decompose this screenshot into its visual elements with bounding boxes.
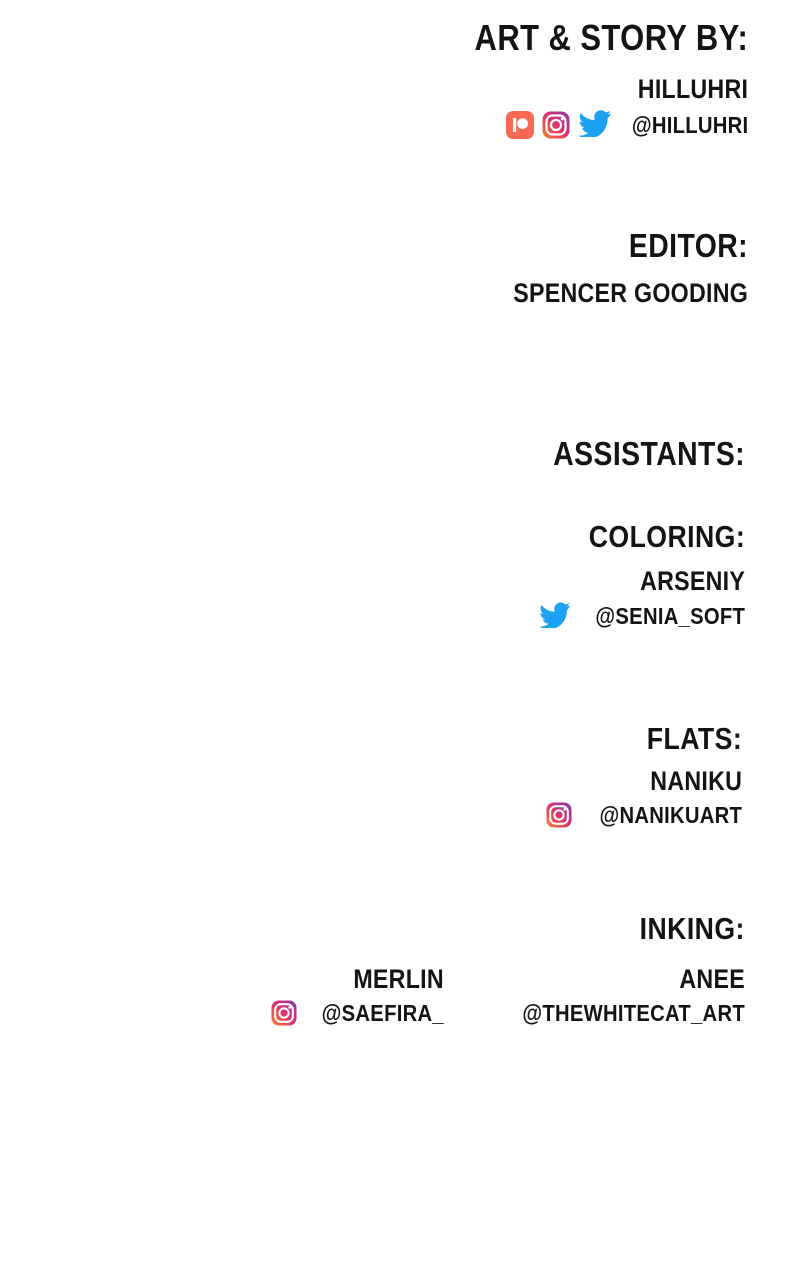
credits-section-coloring bbox=[539, 520, 745, 630]
editor-heading: EDITOR: bbox=[628, 227, 748, 264]
inking-handle-2: @THEWHITECAT_ART bbox=[522, 1000, 745, 1026]
inking-person-anee bbox=[492, 964, 745, 1026]
flats-heading: FLATS: bbox=[646, 721, 742, 756]
inking-people-row bbox=[271, 964, 745, 1026]
credits-section-art-story bbox=[430, 18, 748, 140]
art-story-heading: ART & STORY BY: bbox=[474, 17, 748, 58]
art-story-handle: @HILLUHRI bbox=[631, 112, 748, 138]
credits-section-editor bbox=[475, 228, 748, 308]
flats-handle: @NANIKUART bbox=[599, 802, 742, 828]
twitter-icon[interactable] bbox=[578, 110, 608, 140]
coloring-name: ARSENIY bbox=[639, 566, 745, 596]
instagram-icon[interactable] bbox=[271, 1000, 297, 1026]
art-story-name: HILLUHRI bbox=[637, 74, 748, 104]
inking-handle-1: @SAEFIRA_ bbox=[321, 1000, 445, 1026]
coloring-heading: COLORING: bbox=[588, 519, 745, 554]
assistants-heading: ASSISTANTS: bbox=[553, 435, 745, 472]
coloring-handle: @SENIA_SOFT bbox=[595, 603, 745, 629]
credits-section-assistants bbox=[522, 436, 745, 472]
flats-name: NANIKU bbox=[650, 766, 742, 796]
inking-handle-row-2 bbox=[492, 1000, 745, 1026]
instagram-icon[interactable] bbox=[542, 111, 570, 139]
inking-person-merlin bbox=[271, 964, 444, 1026]
editor-name: SPENCER GOODING bbox=[513, 278, 748, 308]
inking-handle-row-1 bbox=[271, 1000, 444, 1026]
inking-heading: INKING: bbox=[639, 911, 745, 946]
coloring-handle-row bbox=[539, 602, 745, 630]
instagram-icon[interactable] bbox=[546, 802, 572, 828]
credits-section-inking bbox=[271, 912, 745, 1026]
art-story-handle-row bbox=[430, 110, 748, 140]
inking-name-2: ANEE bbox=[679, 964, 745, 994]
patreon-icon[interactable] bbox=[506, 111, 534, 139]
credits-section-flats bbox=[546, 722, 742, 828]
twitter-icon[interactable] bbox=[539, 602, 567, 630]
flats-handle-row bbox=[546, 802, 742, 828]
inking-name-1: MERLIN bbox=[353, 964, 445, 994]
